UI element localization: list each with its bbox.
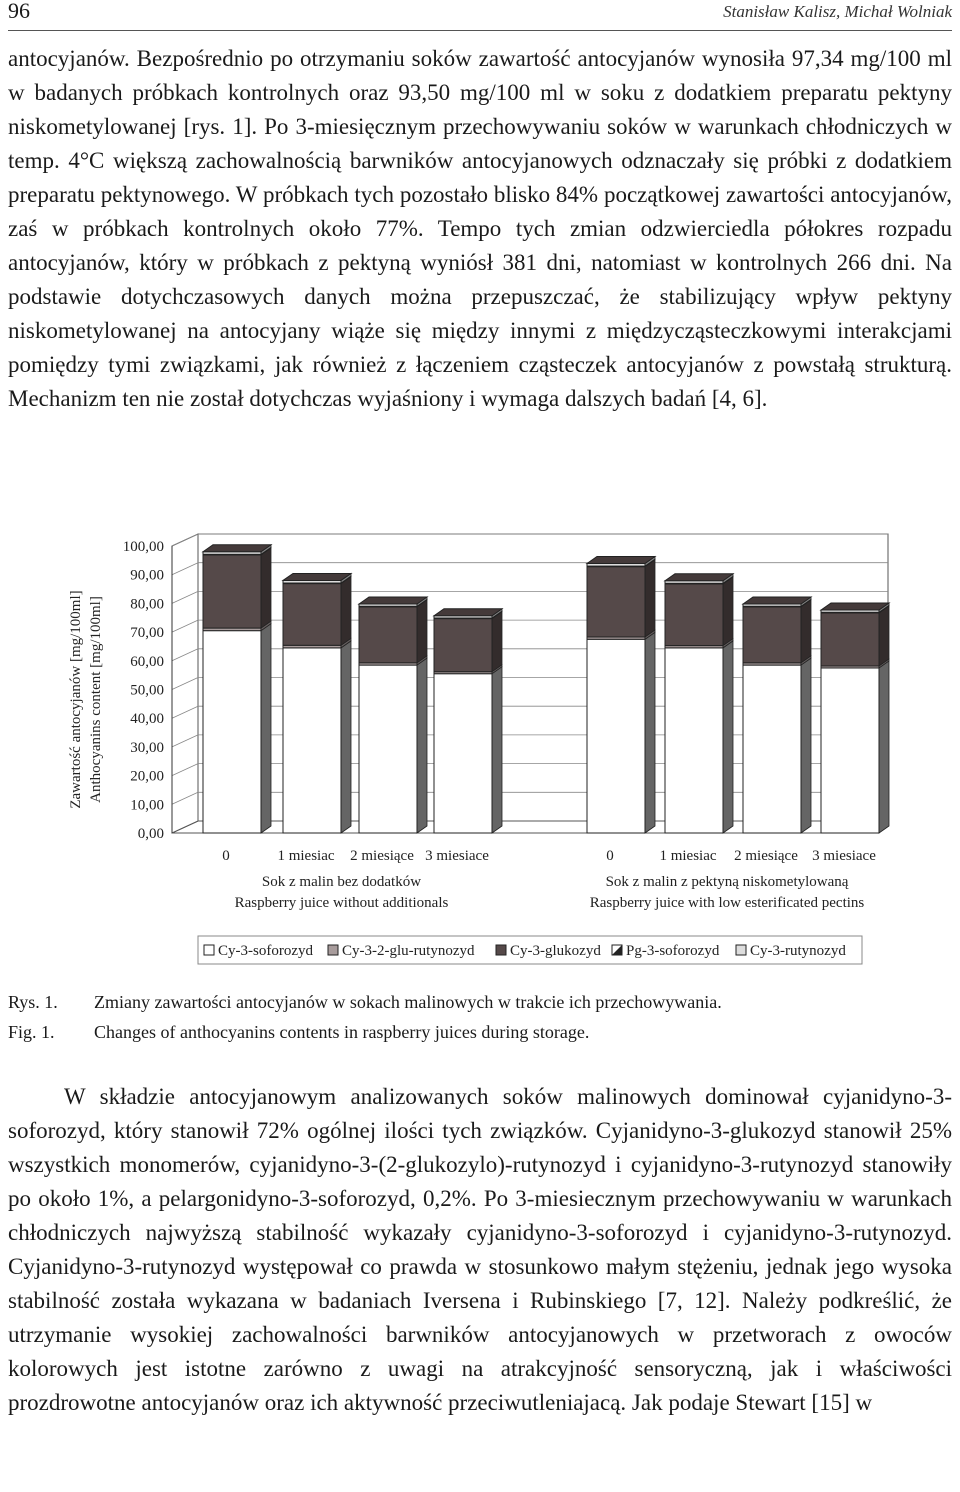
- legend-swatch: [328, 945, 338, 955]
- bar-segment: [665, 584, 723, 646]
- figure-caption-en: [8, 1016, 589, 1048]
- bar-segment: [283, 584, 341, 646]
- bar-segment: [821, 613, 879, 666]
- bar-segment: [203, 555, 261, 628]
- bar-stack: [821, 603, 889, 833]
- body-paragraph-2: W składzie antocyjanowym analizowanych soków malinowych dominował cyjanidyno-3-soforozyd, który stanowił 72% ogólnej ilości tych związków. Cyjanidyno-3-glukozyd stanowił 25% wszystkich monomerów, cyjanidyno-3-(2-glukozylo)-rutynozyd i cyjanidyno-3-rutynozyd stanowiły po około 1%, a pelargonidyno-3-soforozyd, 0,2%. Po 3-miesiecznym przechowywaniu w warunkach chłodniczych najwyższą stabilność wykazały cyjanidyno-3-soforozyd i cyjanidyno-3-rutynozyd. Cyjanidyno-3-rutynozyd występował co prawda w stosunkowo małym stężeniu, jednak jego wysoka stabilność została wykazana w badaniach Iversena i Rubinskiego [7, 12]. Należy podkreślić, że utrzymanie wysokiej zachowalności barwników antocyjanowych w przetworach z owoców kolorowych jest istotne zarówno z uwagi na atrakcyjność sensoryczną, jak i właściwości prozdrowotne antocyjanów oraz ich aktywność przeciwutleniajacą. Jak podaje Stewart [15] w: [8, 1084, 952, 1415]
- x-category-label: 2 miesiące: [734, 848, 798, 864]
- bar-segment: [434, 674, 492, 833]
- legend-label: Pg-3-soforozyd: [626, 943, 720, 959]
- caption-label-pl: Rys. 1.: [8, 992, 58, 1012]
- x-category-label: 3 miesiace: [425, 848, 489, 864]
- y-tick-label: 90,00: [130, 567, 164, 584]
- bar-top: [587, 557, 655, 564]
- legend-label: Cy-3-glukozyd: [510, 943, 601, 959]
- bar-segment-side: [645, 560, 655, 637]
- caption-label-en: Fig. 1.: [8, 1022, 55, 1042]
- stacked-bar-chart: [0, 520, 960, 980]
- bar-segment-side: [801, 658, 811, 833]
- y-tick-label: 0,00: [137, 826, 164, 842]
- bar-segment: [665, 648, 723, 833]
- bar-stack: [743, 597, 811, 833]
- x-group-label-en: Raspberry juice with low esterificated pectins: [589, 895, 865, 911]
- legend-swatch: [204, 945, 214, 955]
- bar-segment: [821, 668, 879, 833]
- x-category-label: 1 miesiac: [659, 848, 717, 864]
- bar-segment: [434, 619, 492, 672]
- bar-stack: [283, 573, 351, 833]
- bar-segment-side: [492, 667, 502, 833]
- y-axis-title: Zawartość antocyjanów [mg/100ml]: [68, 590, 84, 809]
- bar-top: [743, 597, 811, 604]
- legend-swatch: [496, 945, 506, 955]
- legend-label: Cy-3-2-glu-rutynozyd: [342, 943, 475, 959]
- x-group-label-en: Raspberry juice without additionals: [234, 895, 449, 911]
- legend-label: Cy-3-soforozyd: [218, 943, 313, 959]
- bar-stack: [434, 609, 502, 833]
- bar-segment-side: [723, 641, 733, 833]
- y-tick-label: 10,00: [130, 797, 164, 814]
- y-tick-label: 60,00: [130, 653, 164, 670]
- legend-label: Cy-3-rutynozyd: [750, 943, 846, 959]
- y-tick-label: 20,00: [130, 768, 164, 785]
- bar-segment-side: [261, 548, 271, 628]
- x-category-label: 0: [606, 848, 614, 864]
- bar-stack: [359, 597, 427, 833]
- running-head-authors: Stanisław Kalisz, Michał Wolniak: [723, 2, 952, 21]
- x-category-label: 2 miesiące: [350, 848, 414, 864]
- figure-caption-pl: [8, 986, 722, 1018]
- page-header: [8, 0, 952, 30]
- bar-segment: [587, 639, 645, 833]
- bar-stack: [587, 557, 655, 833]
- bar-segment: [203, 631, 261, 833]
- bar-stack: [203, 545, 271, 833]
- y-axis-title-en: Anthocyanins content [mg/100ml]: [88, 596, 104, 803]
- bar-segment-side: [492, 612, 502, 672]
- bar-segment: [359, 665, 417, 833]
- bar-top: [434, 609, 502, 616]
- bar-segment-side: [879, 661, 889, 833]
- legend-swatch: [736, 945, 746, 955]
- y-tick-label: 40,00: [130, 711, 164, 728]
- page-number: 96: [8, 0, 30, 23]
- bar-segment: [283, 648, 341, 833]
- x-category-label: 1 miesiac: [277, 848, 335, 864]
- body-paragraph-1: antocyjanów. Bezpośrednio po otrzymaniu soków zawartość antocyjanów wynosiła 97,34 mg/100 ml w badanych próbkach kontrolnych oraz 93,50 mg/100 ml w soku z dodatkiem preparatu pektyny niskometylowanej [rys. 1]. Po 3-miesięcznym przechowywaniu soków w warunkach chłodniczych w temp. 4°C większą zachowalnością barwników antocyjanowych odznaczały się próbki z dodatkiem preparatu pektynowego. W próbkach tych pozostało blisko 84% początkowej zawartości antocyjanów, zaś w próbkach kontrolnych około 77%. Tempo tych zmian odzwierciedla półokres rozpadu antocyjanów, który w próbkach z pektyną wyniósł 381 dni, natomiast w kontrolnych 266 dni. Na podstawie dotychczasowych danych można przepuszczać, że stabilizujący wpływ pektyny niskometylowanej na antocyjany wiąże się między innymi z międzycząsteczkowymi interakcjami pomiędzy tymi związkami, jak również z łączeniem cząsteczek antocyjanów z powstałą strukturą. Mechanizm ten nie został dotychczas wyjaśniony i wymaga dalszych badań [4, 6].: [8, 46, 952, 411]
- header-rule: [8, 30, 952, 31]
- bar-segment-side: [341, 641, 351, 833]
- bar-top: [821, 603, 889, 610]
- bar-top: [359, 597, 427, 604]
- bar-segment-side: [341, 577, 351, 646]
- y-tick-label: 30,00: [130, 739, 164, 756]
- bar-top: [203, 545, 271, 552]
- x-category-label: 3 miesiace: [812, 848, 876, 864]
- bar-segment-side: [261, 624, 271, 833]
- caption-text-pl: Zmiany zawartości antocyjanów w sokach malinowych w trakcie ich przechowywania.: [94, 992, 722, 1012]
- bar-segment: [743, 607, 801, 663]
- y-tick-label: 80,00: [130, 596, 164, 613]
- caption-text-en: Changes of anthocyanins contents in raspberry juices during storage.: [94, 1022, 590, 1042]
- bar-top: [665, 574, 733, 581]
- bar-top: [283, 573, 351, 580]
- y-tick-label: 100,00: [122, 539, 164, 555]
- bar-segment-side: [723, 577, 733, 646]
- bar-segment: [359, 607, 417, 663]
- y-tick-label: 70,00: [130, 625, 164, 642]
- bar-segment: [743, 665, 801, 833]
- bar-segment-side: [879, 606, 889, 666]
- bar-segment-side: [645, 632, 655, 833]
- x-group-label: Sok z malin bez dodatków: [261, 874, 422, 890]
- y-tick-label: 50,00: [130, 682, 164, 699]
- bar-segment-side: [417, 600, 427, 663]
- bar-segment-side: [801, 600, 811, 663]
- bar-stack: [665, 574, 733, 833]
- x-category-label: 0: [222, 848, 230, 864]
- bar-segment: [587, 567, 645, 637]
- x-group-label: Sok z malin z pektyną niskometylowaną: [605, 874, 849, 890]
- bar-segment-side: [417, 658, 427, 833]
